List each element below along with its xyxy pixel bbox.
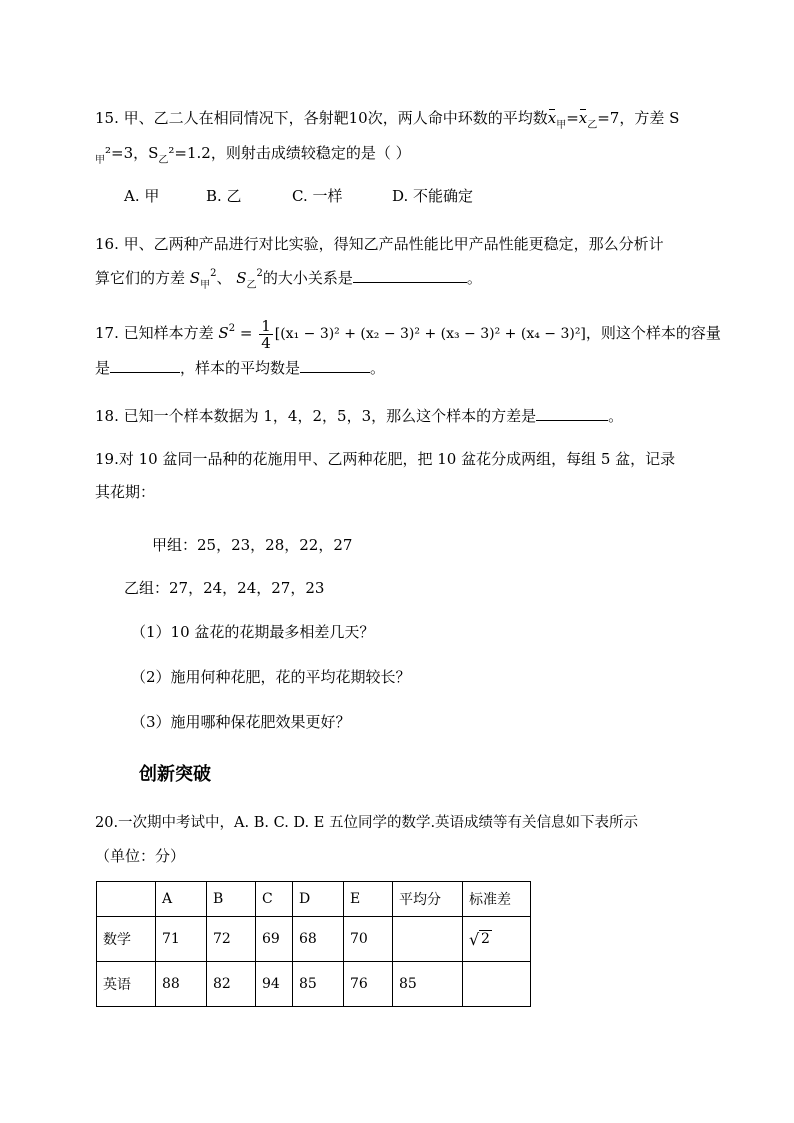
s-sup: 2	[228, 323, 236, 334]
q15-line1	[95, 108, 679, 131]
q20-line1	[95, 813, 638, 833]
table-header-cell: 标准差	[463, 882, 531, 917]
xbar-subscript-yi: 乙	[587, 120, 598, 131]
q15-text: 15. 甲、乙二人在相同情况下，各射靶10次，两人命中环数的平均数	[95, 109, 548, 127]
table-header-cell: B	[207, 882, 256, 917]
group-yi-data: 乙组：27，24，24，27，23	[124, 579, 325, 597]
xbar-subscript-jia: 甲	[556, 120, 567, 131]
q18-period: 。	[608, 407, 624, 425]
table-cell: 85	[393, 962, 463, 1007]
table-cell: 72	[207, 917, 256, 962]
q19-sub2	[131, 667, 411, 687]
table-cell: 68	[293, 917, 344, 962]
option-c[interactable]: C. 一样	[292, 187, 343, 205]
q17-mean-blank[interactable]	[300, 358, 370, 373]
q17-text-4: ，样本的平均数是	[180, 359, 301, 377]
fraction-one-quarter	[259, 318, 273, 351]
equals-sign: =	[239, 324, 253, 342]
q15-question: ²=1.2，则射击成绩较稳定的是（ ）	[168, 144, 411, 162]
s-yi-sup: 2	[256, 268, 263, 279]
q15-options	[124, 186, 473, 206]
s-subscript-yi: 乙	[158, 155, 169, 166]
q16-line2	[95, 268, 482, 291]
group-jia	[152, 535, 352, 555]
q16-period: 。	[466, 269, 482, 287]
q20-text: 20.一次期中考试中，A. B. C. D. E 五位同学的数学.英语成绩等有关信息如下表所示	[95, 815, 639, 831]
s-jia-sub: 甲	[200, 280, 211, 291]
option-a[interactable]: A. 甲	[124, 187, 160, 205]
table-row	[97, 917, 531, 962]
q18-text: 18. 已知一个样本数据为 1，4，2，5，3，那么这个样本的方差是	[95, 407, 537, 425]
s-yi-sub: 乙	[246, 280, 257, 291]
table-header-cell	[97, 882, 156, 917]
q17-text-3: 是	[95, 359, 111, 377]
q16-text-3: 的大小关系是	[262, 269, 353, 287]
table-header-cell: E	[344, 882, 393, 917]
sqrt-radicand: 2	[481, 931, 490, 947]
option-d[interactable]: D. 不能确定	[392, 187, 474, 205]
q16-line1	[95, 234, 664, 254]
table-header-row	[97, 882, 531, 917]
q17-line1	[95, 316, 721, 353]
q16-text: 16. 甲、乙两种产品进行对比实验，得知乙产品性能比甲产品性能更稳定，那么分析计	[95, 235, 664, 253]
q20-line2	[95, 846, 185, 866]
q17-line2	[95, 358, 385, 378]
table-cell: 70	[344, 917, 393, 962]
q19-sub3	[131, 712, 351, 732]
q18-answer-blank[interactable]	[536, 406, 608, 421]
table-cell: 英语	[97, 962, 156, 1007]
q19-line1	[95, 449, 675, 469]
table-cell: 85	[293, 962, 344, 1007]
s-symbol: S	[218, 324, 229, 342]
table-cell: 数学	[97, 917, 156, 962]
table-cell: 82	[207, 962, 256, 1007]
q17-capacity-blank[interactable]	[110, 358, 180, 373]
scores-table	[96, 881, 531, 1007]
q16-text-2: 算它们的方差	[95, 269, 186, 287]
section-title: 创新突破	[139, 764, 211, 785]
q19-text-2: 其花期：	[95, 483, 156, 501]
table-header-cell: C	[256, 882, 293, 917]
xbar-symbol: x	[547, 109, 557, 127]
s-yi-symbol: S	[236, 269, 247, 287]
table-header-cell: A	[156, 882, 207, 917]
q17-text: 17. 已知样本方差	[95, 324, 214, 342]
option-b[interactable]: B. 乙	[206, 187, 242, 205]
q20-unit: （单位：分）	[95, 847, 186, 865]
table-row	[97, 962, 531, 1007]
frac-numerator: 1	[261, 316, 271, 335]
sub-question-3: （3）施用哪种保花肥效果更好？	[131, 713, 351, 731]
q19-text: 19.对 10 盆同一品种的花施用甲、乙两种花肥，把 10 盆花分成两组，每组 5 盆，记录	[95, 450, 676, 468]
q16-answer-blank[interactable]	[353, 268, 467, 283]
q19-sub1	[131, 622, 374, 642]
sub-question-2: （2）施用何种花肥，花的平均花期较长？	[131, 668, 411, 686]
s-jia-symbol: S	[189, 269, 201, 287]
std-dev-cell	[463, 917, 531, 962]
q15-variance-text: =7，方差 S	[597, 109, 680, 127]
equals-sign: =	[566, 109, 579, 127]
sub-question-1: （1）10 盆花的花期最多相差几天？	[131, 623, 375, 641]
xbar-symbol-2: x	[578, 109, 588, 127]
q17-period: 。	[370, 359, 386, 377]
table-header-cell: D	[293, 882, 344, 917]
group-yi	[124, 578, 324, 598]
q17-text-2: ，则这个样本的容量	[585, 324, 721, 342]
table-cell: 94	[256, 962, 293, 1007]
sqrt-symbol: √ 2	[469, 930, 490, 949]
q15-line2	[95, 143, 411, 166]
frac-denominator: 4	[261, 333, 271, 352]
group-jia-data: 甲组：25，23，28，22，27	[152, 536, 353, 554]
table-cell: 76	[344, 962, 393, 1007]
q19-line2	[95, 482, 155, 502]
s-subscript-jia: 甲	[95, 155, 105, 166]
table-cell: 69	[256, 917, 293, 962]
table-header-cell: 平均分	[393, 882, 463, 917]
separator: 、	[216, 269, 232, 287]
table-cell: 71	[156, 917, 207, 962]
variance-formula: [(x₁ − 3)² + (x₂ − 3)² + (x₃ − 3)² + (x₄ − 3)²]	[274, 326, 586, 342]
s-jia-sup: 2	[210, 268, 217, 279]
q15-variance-jia: ²=3，S	[105, 144, 159, 162]
table-cell[interactable]	[463, 962, 531, 1007]
table-cell[interactable]	[393, 917, 463, 962]
table-cell: 88	[156, 962, 207, 1007]
q18-line	[95, 406, 623, 426]
